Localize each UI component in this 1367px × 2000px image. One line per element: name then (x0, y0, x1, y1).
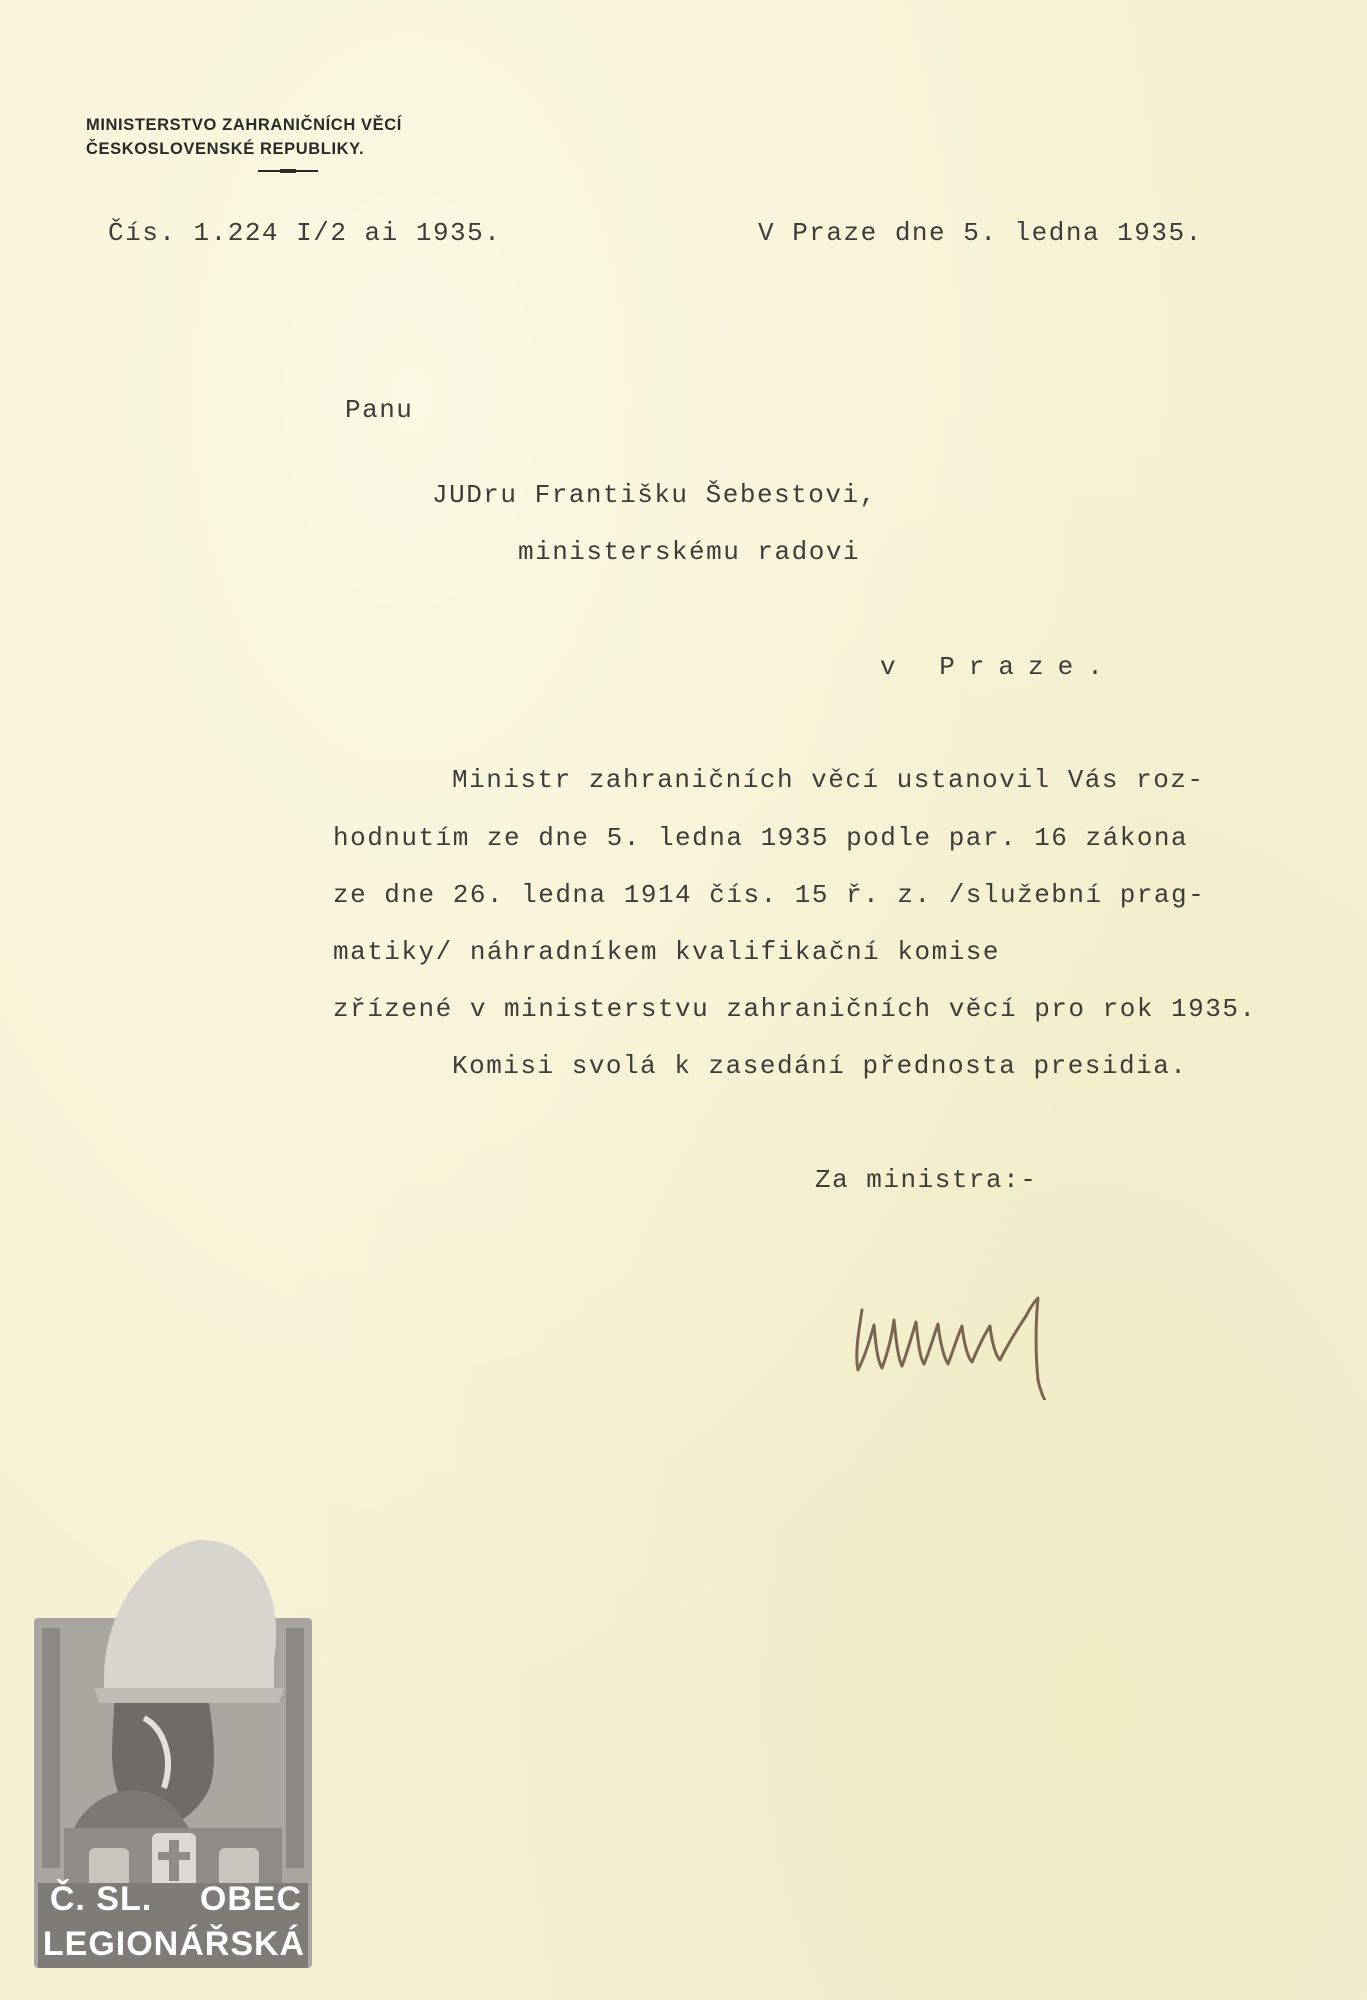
recipient-name: JUDru Františku Šebestovi, (432, 480, 877, 510)
handwritten-signature (840, 1240, 1170, 1400)
letterhead (86, 113, 506, 161)
date-line: V Praze dne 5. ledna 1935. (758, 218, 1203, 248)
letterhead-ministry: MINISTERSTVO ZAHRANIČNÍCH VĚCÍ (86, 116, 402, 134)
emblem-text-legionarska: LEGIONÁŘSKÁ (42, 1925, 306, 1963)
body-line-5: zřízené v ministerstvu zahraničních věcí pro rok 1935. (333, 994, 1257, 1024)
letterhead-divider (258, 170, 318, 172)
closing: Za ministra:- (815, 1165, 1038, 1195)
body-line-3: ze dne 26. ledna 1914 čís. 15 ř. z. /služební prag- (333, 880, 1206, 910)
emblem-text-csl: Č. SL. (49, 1880, 153, 1918)
salutation: Panu (345, 395, 414, 425)
body-line-2: hodnutím ze dne 5. ledna 1935 podle par. 16 zákona (333, 823, 1189, 853)
body-line-1: Ministr zahraničních věcí ustanovil Vás roz- (452, 765, 1205, 795)
body-line-6: Komisi svolá k zasedání přednosta presidia. (452, 1051, 1188, 1081)
letterhead-republic: ČESKOSLOVENSKÉ REPUBLIKY. (86, 140, 365, 158)
emblem-text-obec: OBEC (199, 1880, 303, 1918)
recipient-city: v Praze. (880, 652, 1117, 682)
recipient-title: ministerskému radovi (518, 537, 861, 567)
body-line-4: matiky/ náhradníkem kvalifikační komise (333, 937, 1000, 967)
reference-number: Čís. 1.224 I/2 ai 1935. (108, 218, 502, 248)
